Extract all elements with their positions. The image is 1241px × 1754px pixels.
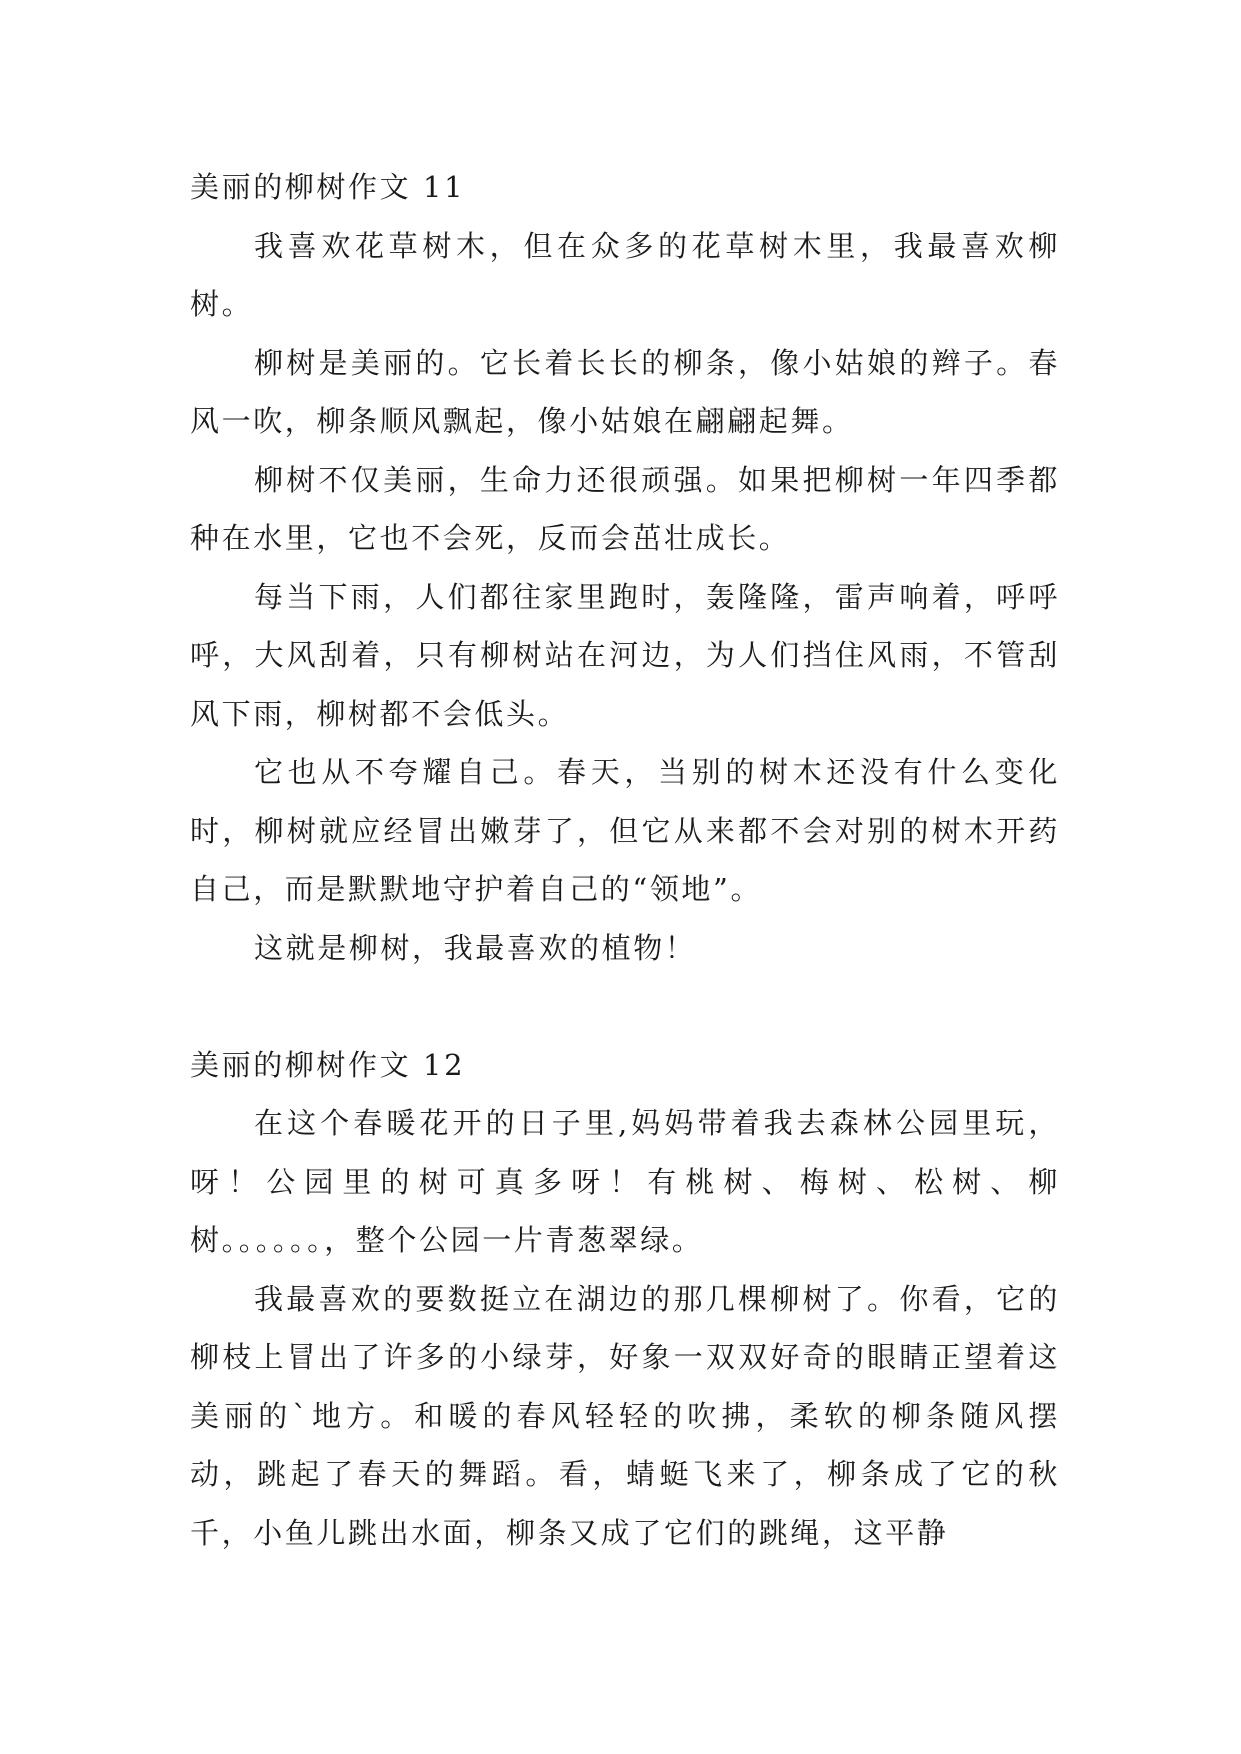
essay-paragraph: 柳树不仅美丽，生命力还很顽强。如果把柳树一年四季都种在水里，它也不会死，反而会茁壮成长。 bbox=[190, 462, 1060, 555]
essay-paragraph: 柳树是美丽的。它长着长长的柳条，像小姑娘的辫子。春风一吹，柳条顺风飘起，像小姑娘在翩翩起舞。 bbox=[190, 345, 1060, 438]
section-spacer bbox=[190, 977, 1060, 1036]
essay-title: 美丽的柳树作文 12 bbox=[190, 1047, 466, 1082]
essay-paragraph: 每当下雨，人们都往家里跑时，轰隆隆，雷声响着，呼呼呼，大风刮着，只有柳树站在河边，为人们挡住风雨，不管刮风下雨，柳树都不会低头。 bbox=[190, 579, 1060, 731]
essay-title: 美丽的柳树作文 11 bbox=[190, 170, 466, 204]
document-body bbox=[190, 158, 1060, 1562]
essay-paragraph: 这就是柳树，我最喜欢的植物！ bbox=[254, 930, 697, 965]
essay-paragraph: 在这个春暖花开的日子里,妈妈带着我去森林公园里玩，呀！公园里的树可真多呀！有桃树、梅树、松树、柳树。。。。。。，整个公园一片青葱翠绿。 bbox=[190, 1106, 1060, 1257]
essay-section-11 bbox=[190, 158, 1060, 977]
essay-paragraph: 我喜欢花草树木，但在众多的花草树木里，我最喜欢柳树。 bbox=[190, 228, 1060, 321]
essay-paragraph: 它也从不夸耀自己。春天，当别的树木还没有什么变化时，柳树就应经冒出嫩芽了，但它从来都不会对别的树木开药自己，而是默默地守护着自己的“领地”。 bbox=[190, 755, 1060, 906]
essay-paragraph: 我最喜欢的要数挺立在湖边的那几棵柳树了。你看，它的柳枝上冒出了许多的小绿芽，好象一双双好奇的眼睛正望着这美丽的`地方。和暖的春风轻轻的吹拂，柔软的柳条随风摆动，跳起了春天的舞蹈。看，蜻蜓飞来了，柳条成了它的秋千，小鱼儿跳出水面，柳条又成了它们的跳绳，这平静 bbox=[190, 1281, 1060, 1550]
essay-section-12 bbox=[190, 1036, 1060, 1563]
